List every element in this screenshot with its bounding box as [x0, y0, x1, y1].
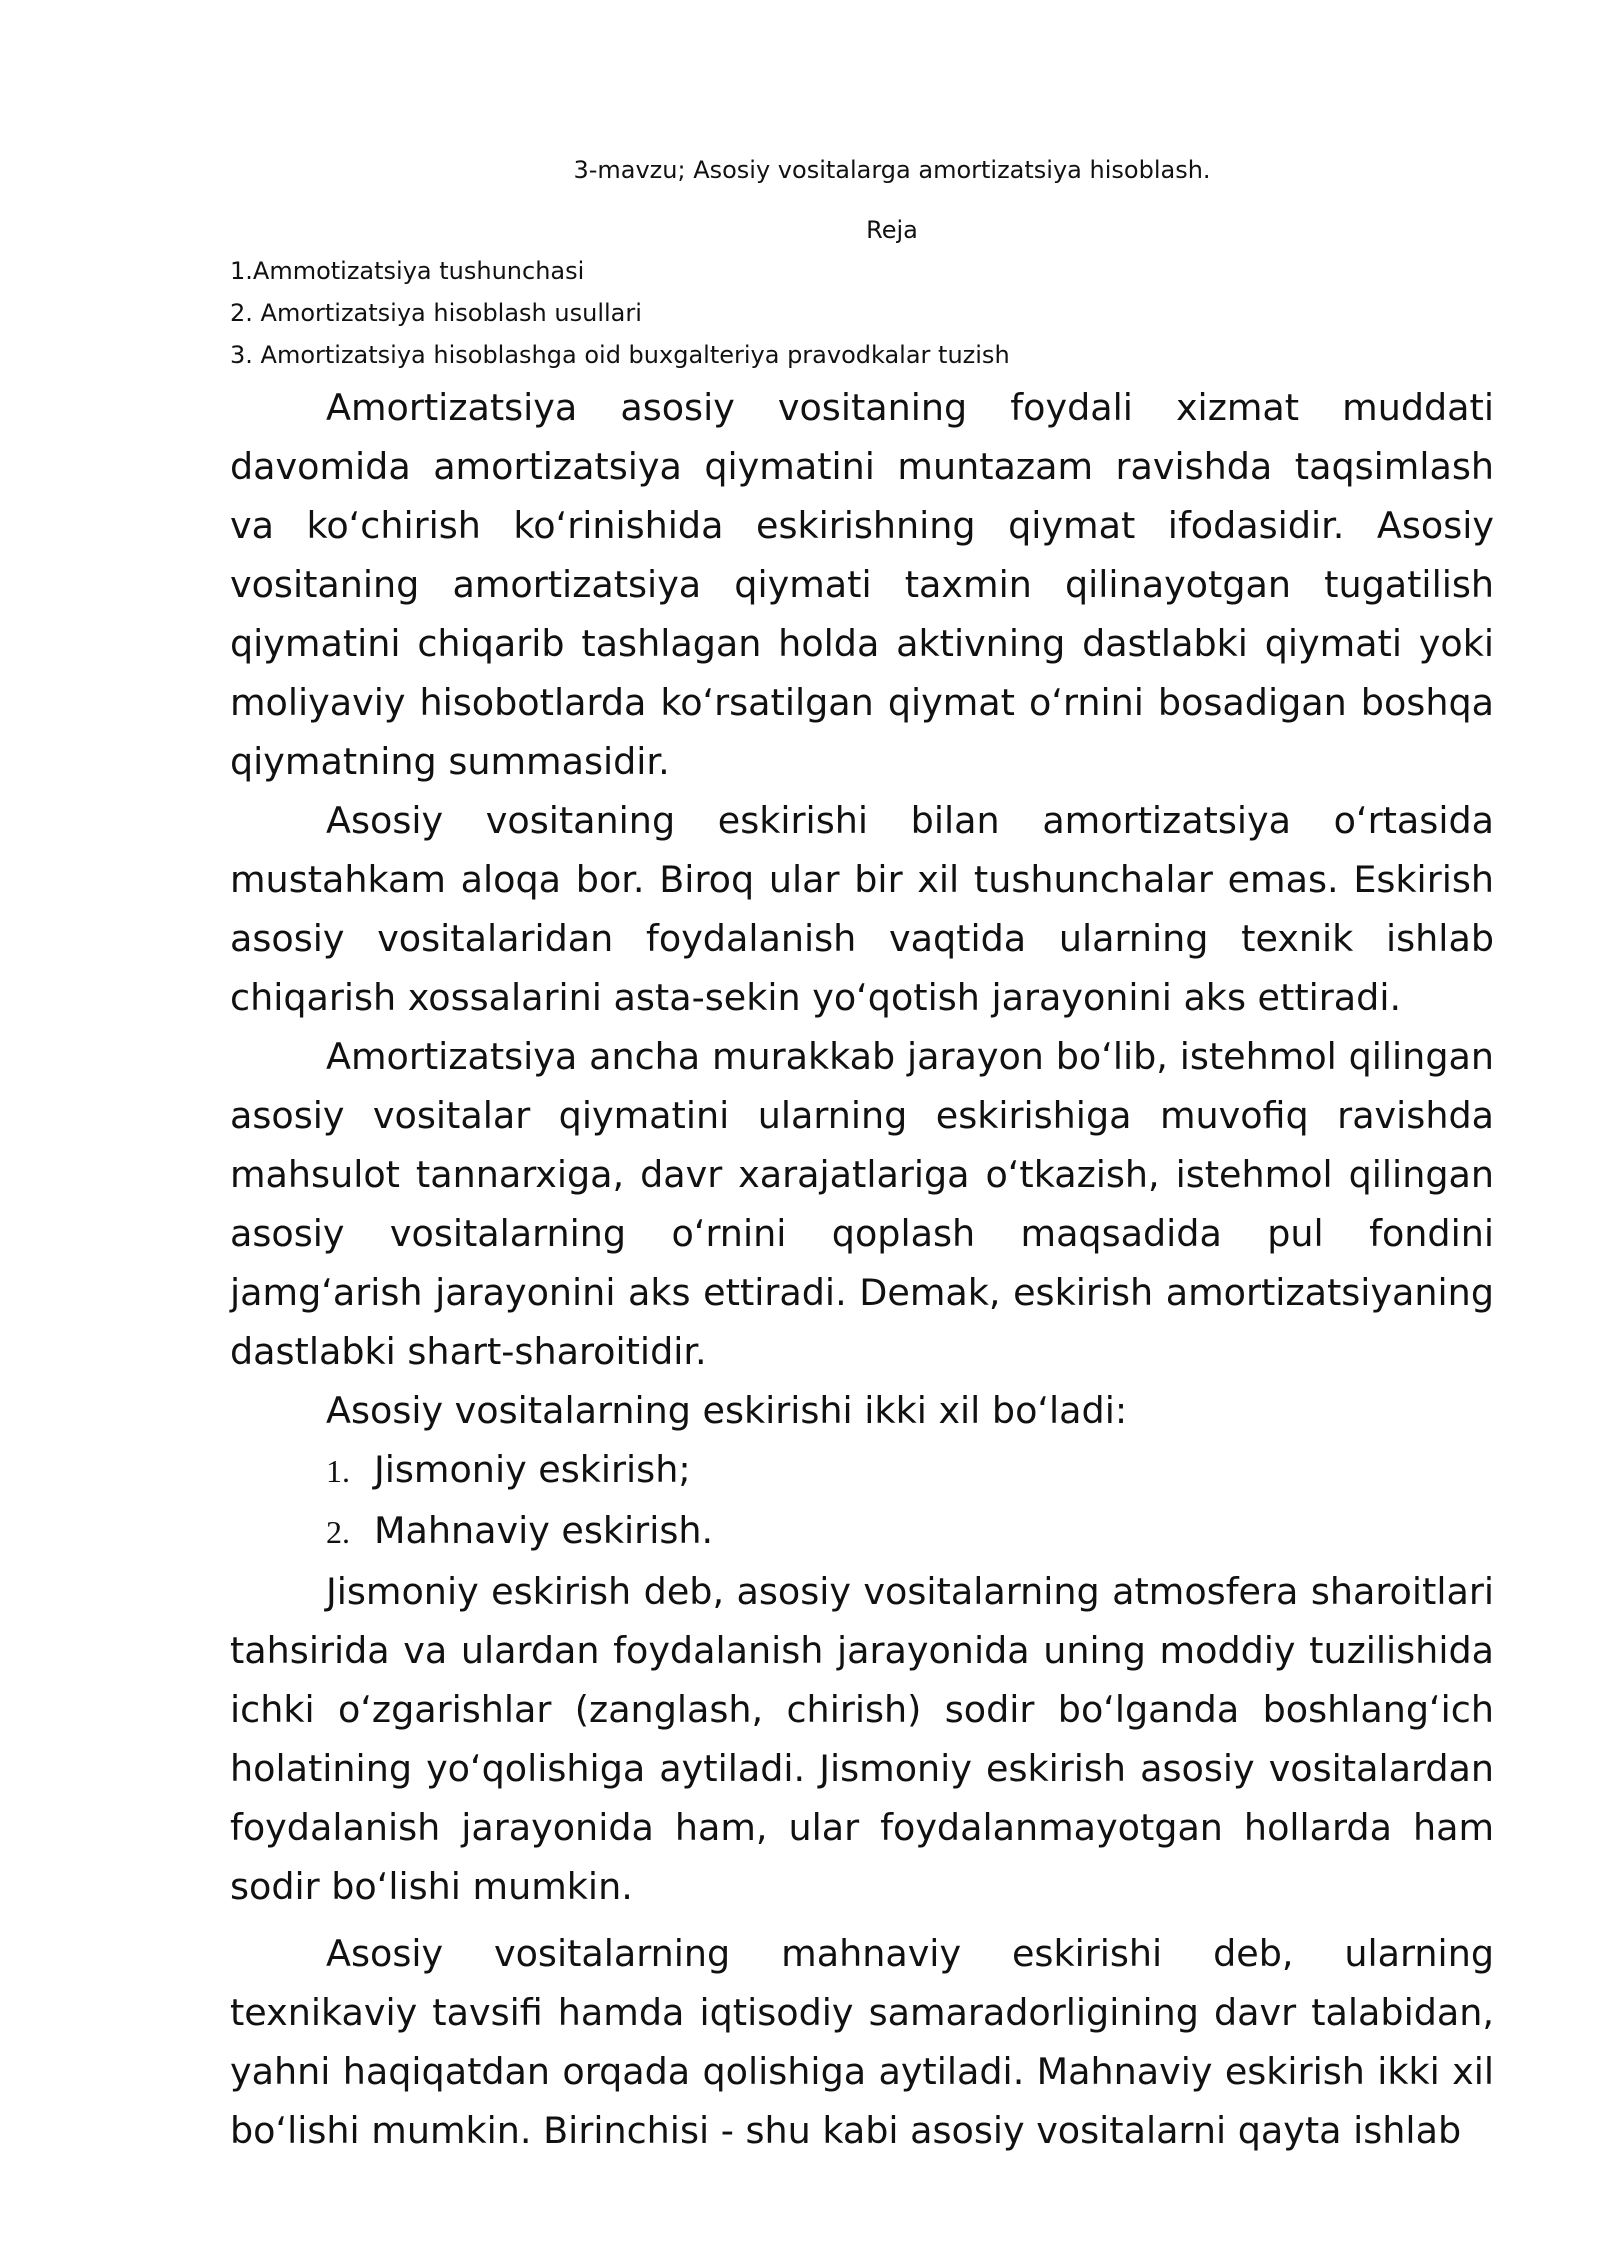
wear-type-item-1 — [230, 1440, 1494, 1501]
wear-type-item-2 — [230, 1501, 1494, 1562]
paragraph-wear-vs-amortization: Asosiy vositaning eskirishi bilan amortizatsiya oʻrtasida mustahkam aloqa bor. Biroq ular bir xil tushunchalar emas. Eskirish asosiy vositalaridan foydalanish vaqtida ularning texnik ishlab chiqarish xossalarini asta-sekin yoʻqotish jarayonini aks ettiradi. — [230, 799, 1494, 1019]
plan-item-2: 2. Amortizatsiya hisoblash usullari — [230, 299, 642, 327]
list-item-text: Mahnaviy eskirish. — [374, 1509, 714, 1552]
paragraph-amortization-definition: Amortizatsiya asosiy vositaning foydali xizmat muddati davomida amortizatsiya qiymatini muntazam ravishda taqsimlash va koʻchirish koʻrinishida eskirishning qiymat ifodasidir. Asosiy vositaning amortizatsiya qiymati taxmin qilinayotgan tugatilish qiymatini chiqarib tashlagan holda aktivning dastlabki qiymati yoki moliyaviy hisobotlarda koʻrsatilgan qiymat oʻrnini bosadigan boshqa qiymatning summasidir. — [230, 386, 1494, 783]
plan-heading: Reja — [866, 216, 918, 244]
document-body — [230, 150, 1494, 2160]
plan-item-3: 3. Amortizatsiya hisoblashga oid buxgalteriya pravodkalar tuzish — [230, 341, 1010, 369]
document-title: 3-mavzu; Asosiy vositalarga amortizatsiya hisoblash. — [573, 156, 1211, 184]
paragraph-moral-wear: Asosiy vositalarning mahnaviy eskirishi deb, ularning texnikaviy tavsifi hamda iqtisodiy samaradorligining davr talabidan, yahni haqiqatdan orqada qolishiga aytiladi. Mahnaviy eskirish ikki xil boʻlishi mumkin. Birinchisi - shu kabi asosiy vositalarni qayta ishlab — [230, 1932, 1494, 2152]
list-number: 1. — [326, 1453, 350, 1489]
list-item-text: Jismoniy eskirish; — [374, 1448, 691, 1491]
list-number: 2. — [326, 1514, 350, 1550]
paragraph-physical-wear: Jismoniy eskirish deb, asosiy vositalarning atmosfera sharoitlari tahsirida va ulardan foydalanish jarayonida uning moddiy tuzilishida ichki oʻzgarishlar (zanglash, chirish) sodir boʻlganda boshlangʻich holatining yoʻqolishiga aytiladi. Jismoniy eskirish asosiy vositalardan foydalanish jarayonida ham, ular foydalanmayotgan hollarda ham sodir boʻlishi mumkin. — [230, 1570, 1494, 1908]
plan-item-1: 1.Ammotizatsiya tushunchasi — [230, 257, 585, 285]
paragraph-amortization-process: Amortizatsiya ancha murakkab jarayon boʻlib, istehmol qilingan asosiy vositalar qiymatini ularning eskirishiga muvofiq ravishda mahsulot tannarxiga, davr xarajatlariga oʻtkazish, istehmol qilingan asosiy vositalarning oʻrnini qoplash maqsadida pul fondini jamgʻarish jarayonini aks ettiradi. Demak, eskirish amortizatsiyaning dastlabki shart-sharoitidir. — [230, 1035, 1494, 1373]
paragraph-wear-types-intro: Asosiy vositalarning eskirishi ikki xil boʻladi: — [326, 1389, 1128, 1432]
plan-list — [230, 250, 1494, 376]
